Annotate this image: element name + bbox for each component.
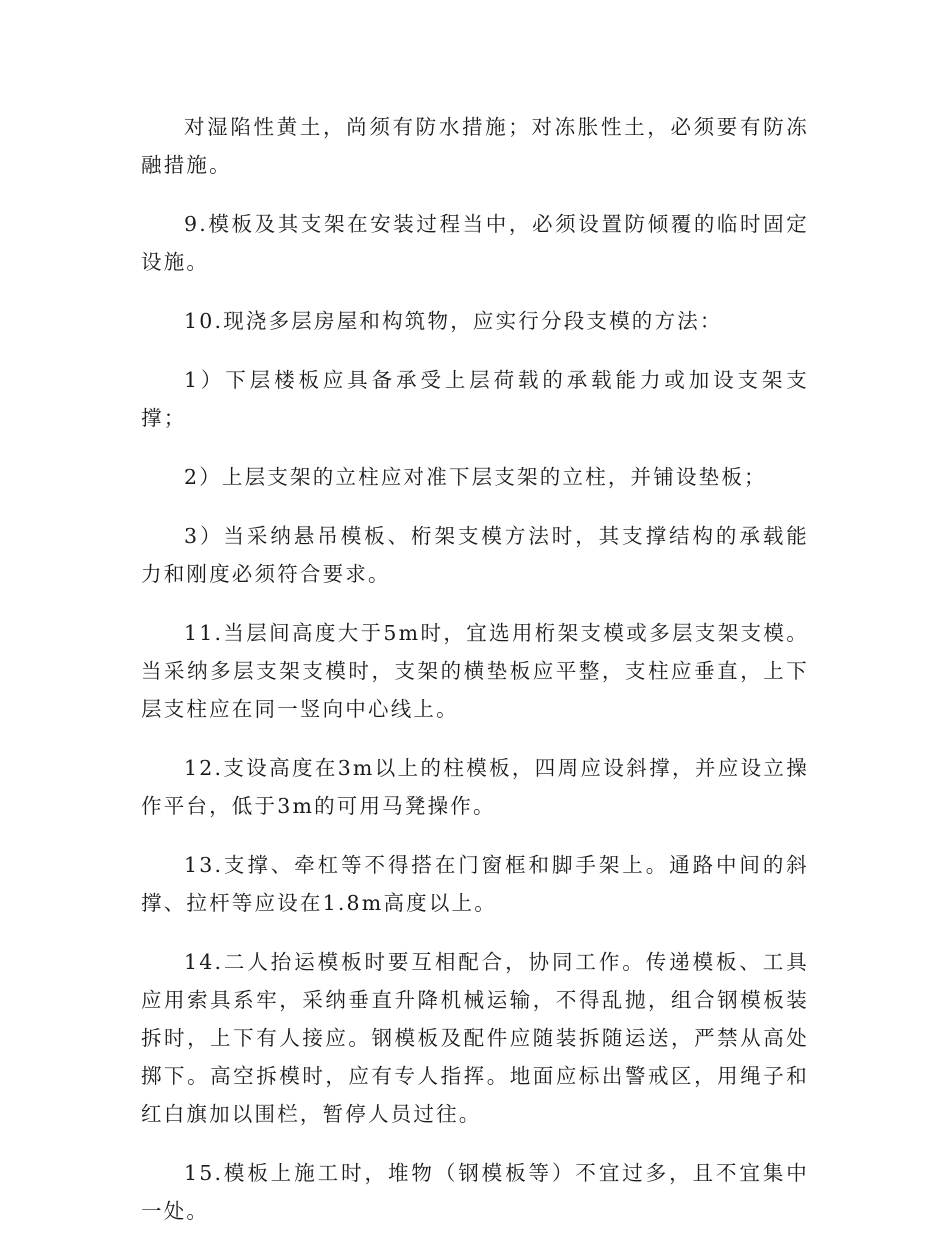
paragraph: 15.模板上施工时，堆物（钢模板等）不宜过多，且不宜集中一处。 (141, 1161, 809, 1223)
paragraph: 1）下层楼板应具备承受上层荷载的承载能力或加设支架支撑； (141, 368, 809, 430)
paragraph: 9.模板及其支架在安装过程当中，必须设置防倾覆的临时固定设施。 (141, 212, 809, 274)
document-body (141, 108, 809, 1251)
paragraph: 12.支设高度在3m以上的柱模板，四周应设斜撑，并应设立操作平台，低于3m的可用马凳操作。 (141, 756, 809, 818)
paragraph: 2）上层支架的立柱应对准下层支架的立柱，并铺设垫板； (184, 465, 767, 489)
paragraph: 10.现浇多层房屋和构筑物，应实行分段支模的方法： (184, 309, 723, 333)
paragraph: 13.支撑、牵杠等不得搭在门窗框和脚手架上。通路中间的斜撑、拉杆等应设在1.8m高度以上。 (141, 853, 809, 915)
paragraph: 3）当采纳悬吊模板、桁架支模方法时，其支撑结构的承载能力和刚度必须符合要求。 (141, 524, 809, 586)
paragraph: 对湿陷性黄土，尚须有防水措施；对冻胀性土，必须要有防冻融措施。 (141, 115, 809, 177)
paragraph: 14.二人抬运模板时要互相配合，协同工作。传递模板、工具应用索具系牢，采纳垂直升降机械运输，不得乱抛，组合钢模板装拆时，上下有人接应。钢模板及配件应随装拆随运送，严禁从高处掷下。高空拆模时，应有专人指挥。地面应标出警戒区，用绳子和红白旗加以围栏，暂停人员过往。 (141, 950, 809, 1126)
paragraph: 11.当层间高度大于5m时，宜选用桁架支模或多层支架支模。当采纳多层支架支模时，支架的横垫板应平整，支柱应垂直，上下层支柱应在同一竖向中心线上。 (141, 621, 809, 721)
